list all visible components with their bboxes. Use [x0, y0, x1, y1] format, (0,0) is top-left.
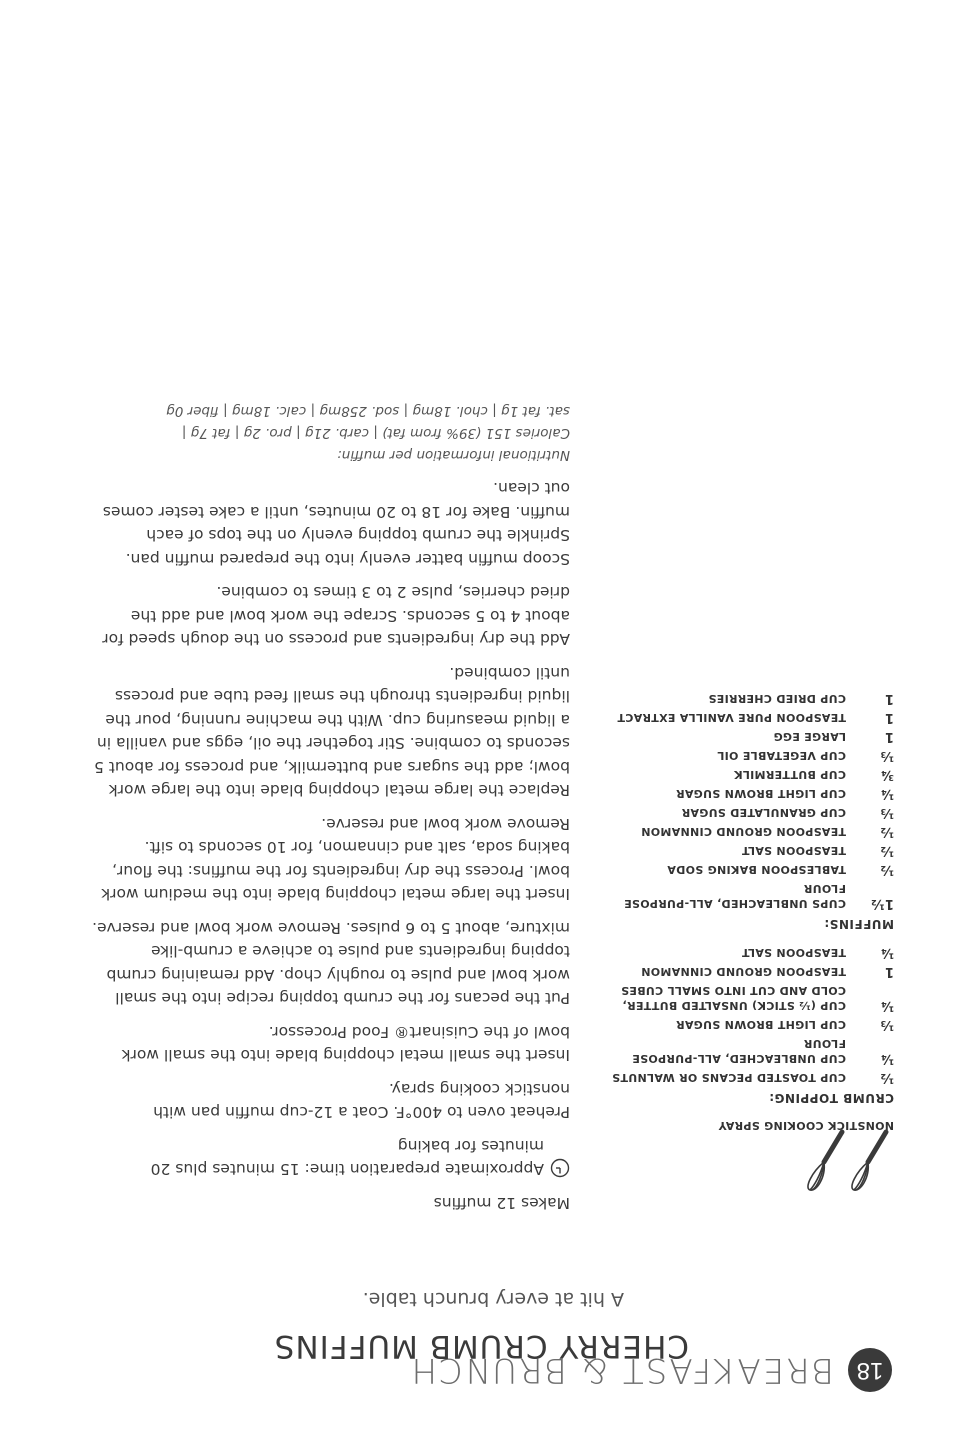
ingredient-name: TEASPOON SALT [741, 844, 846, 857]
ingredient-row [594, 767, 894, 782]
prep-time-text: Approximate preparation time: 15 minutes plus 20 minutes for baking [150, 1137, 544, 1179]
ingredient-row [594, 964, 894, 979]
nutrition-heading: Nutritional information per muffin: [337, 447, 570, 463]
method-step: Put the pecans for the crumb topping recipe into the small work bowl and pulse to roughly chop. Add remaining crumb topping ingredients and pulse to achieve a crumb-like mixture, about 5 to 6 pulses. Remove work bowl and reserve. [92, 919, 570, 1008]
ingredient-row [594, 843, 894, 858]
ingredient-row [594, 1070, 894, 1085]
ingredient-name: TEASPOON PURE VANILLA EXTRACT [617, 711, 846, 724]
recipe-subtitle: A hit at every brunch table. [362, 1288, 624, 1310]
ingredient-qty: ⅓ [880, 805, 894, 820]
ingredient-row [594, 710, 894, 725]
ingredient-name: CUP (½ STICK) UNSALTED BUTTER, COLD AND CUT INTO SMALL CUBES [620, 984, 846, 1012]
ingredient-qty: ¼ [880, 1051, 894, 1066]
ingredient-qty: 1 [884, 729, 894, 744]
section-title: BREAKFAST & BRUNCH [409, 1350, 834, 1390]
nutrition-line: sat. fat 1g | chol. 18mg | sod. 258mg | calc. 18mg | fiber 0g [166, 403, 570, 419]
method-step: Add the dry ingredients and process on the dough speed for about 4 to 5 seconds. Scrape the work bowl and add the dried cherries, pulse 2 to 3 times to combine. [102, 583, 570, 649]
nutrition-line: Calories 151 (39% from fat) | carb. 21g | pro. 2g | fat 7g | [181, 425, 570, 441]
method-column [92, 400, 570, 1214]
ingredient-name: CUP LIGHT BROWN SUGAR [675, 787, 846, 800]
page-number-badge: 18 [848, 1348, 892, 1392]
ingredient-name: CUPS UNBLEACHED, ALL-PURPOSE FLOUR [623, 882, 846, 910]
ingredient-name: CUP DRIED CHERRIES [708, 692, 846, 705]
ingredient-qty: 1 [884, 710, 894, 725]
ingredient-qty: 1 [884, 964, 894, 979]
ingredient-name: CUP TOASTED PECANS OR WALNUTS [611, 1071, 846, 1084]
ingredient-qty: ¼ [880, 998, 894, 1013]
ingredient-name: TABLESPOON BAKING SODA [667, 863, 846, 876]
nutrition-info [92, 400, 570, 466]
recipe-title: CHERRY CRUMB MUFFINS [273, 1328, 689, 1364]
prep-time [92, 1134, 570, 1181]
method-step: Replace the large metal chopping blade into the large work bowl; add the sugars and buttermilk, and process for about 5 seconds to combine. Stir together the oil, eggs and vanilla in a liquid measuring cup. With the machine running, pour the liquid ingredients through the small feed tube and process until combined. [94, 664, 570, 800]
ingredient-row [594, 862, 894, 877]
whisk-icon [794, 1126, 894, 1196]
ingredient-qty: ¾ [880, 767, 894, 782]
clock-icon [550, 1159, 570, 1179]
ingredient-qty: 1½ [870, 896, 894, 911]
ingredient-name: CUP UNBLEACHED, ALL-PURPOSE FLOUR [632, 1037, 846, 1065]
ingredient-name: LARGE EGG [773, 730, 846, 743]
method-step: Insert the large metal chopping blade into the medium work bowl. Process the dry ingredients for the muffins: the flour, baking soda, salt and cinnamon, for 10 seconds to sift. Remove work bowl and reserve. [101, 815, 570, 904]
ingredient-qty: ¼ [880, 786, 894, 801]
ingredient-row [594, 1017, 894, 1032]
muffins-header: MUFFINS: [823, 917, 894, 931]
ingredient-name: CUP LIGHT BROWN SUGAR [675, 1018, 846, 1031]
method-step: Preheat oven to 400°F. Coat a 12-cup muffin pan with nonstick cooking spray. [153, 1080, 570, 1122]
ingredient-row [594, 691, 894, 706]
ingredient-qty: 1 [884, 691, 894, 706]
ingredient-cooking-spray: NONSTICK COOKING SPRAY [718, 1119, 894, 1132]
ingredient-row [594, 881, 894, 911]
crumb-topping-header: CRUMB TOPPING: [768, 1091, 894, 1105]
ingredient-qty: ¼ [880, 945, 894, 960]
ingredient-row [594, 729, 894, 744]
ingredient-name: TEASPOON GROUND CINNAMON [641, 825, 846, 838]
yield-text: Makes 12 muffins [433, 1194, 570, 1212]
ingredient-row [594, 748, 894, 763]
ingredients-list [594, 687, 894, 1132]
ingredient-qty: ½ [880, 843, 894, 858]
method-step: Scoop muffin batter evenly into the prepared muffin pan. Sprinkle the crumb topping evenly on the tops of each muffin. Bake for 18 to 20 minutes, until a cake tester comes out clean. [102, 479, 570, 568]
ingredient-row [594, 786, 894, 801]
ingredient-name: CUP BUTTERMILK [733, 768, 846, 781]
ingredient-qty: ½ [880, 824, 894, 839]
ingredient-row [594, 983, 894, 1013]
ingredient-name: TEASPOON SALT [741, 946, 846, 959]
ingredient-qty: ⅓ [880, 1017, 894, 1032]
ingredient-row [594, 824, 894, 839]
ingredient-qty: ½ [880, 862, 894, 877]
ingredient-name: TEASPOON GROUND CINNAMON [641, 965, 846, 978]
ingredient-row [594, 805, 894, 820]
ingredient-name: CUP GRANULATED SUGAR [681, 806, 846, 819]
ingredient-name: CUP VEGETABLE OIL [717, 749, 846, 762]
ingredient-qty: ½ [880, 1070, 894, 1085]
ingredient-qty: ⅓ [880, 748, 894, 763]
method-step: Insert the small metal chopping blade into the small work bowl of the Cuisinart® Food Processor. [121, 1023, 570, 1065]
ingredient-row [594, 1036, 894, 1066]
ingredient-row [594, 945, 894, 960]
